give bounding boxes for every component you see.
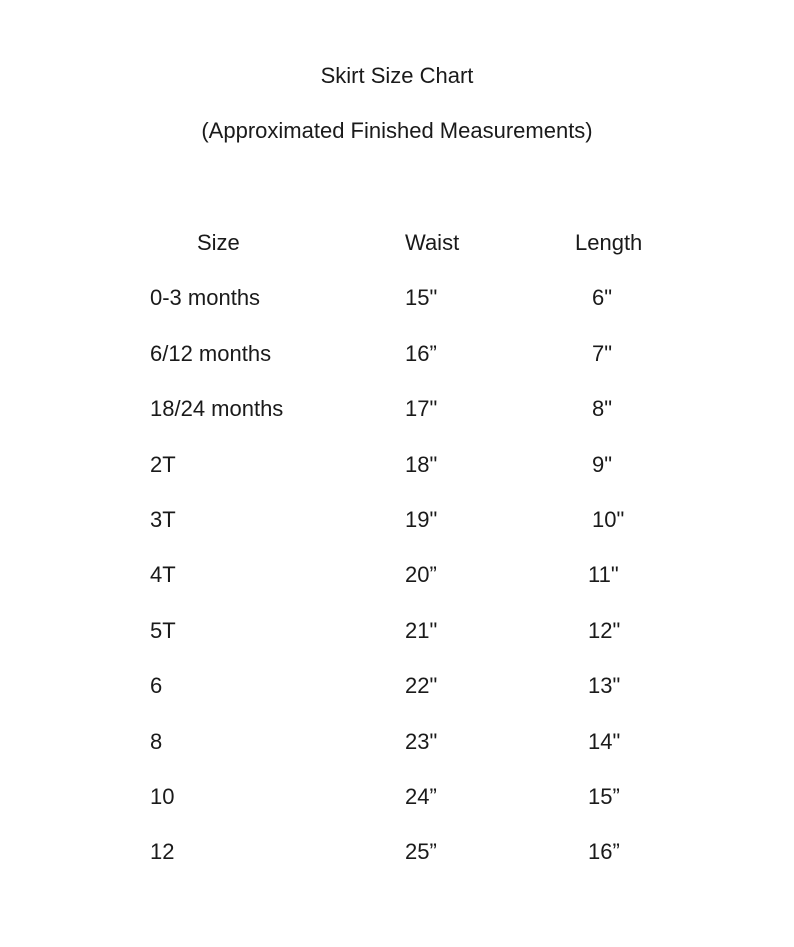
size-cell: 18/24 months xyxy=(150,396,284,422)
waist-cell: 24” xyxy=(405,783,437,809)
length-cell: 8" xyxy=(592,396,613,422)
length-cell: 7" xyxy=(592,340,613,366)
size-cell: 8 xyxy=(150,728,163,754)
length-cell: 15” xyxy=(588,783,620,809)
header-size: Size xyxy=(197,230,240,255)
table-row xyxy=(0,341,794,396)
size-cell: 0-3 months xyxy=(150,285,261,311)
header-length: Length xyxy=(575,230,643,255)
size-cell: 6 xyxy=(150,673,163,699)
waist-cell: 15" xyxy=(405,285,438,311)
length-cell: 12" xyxy=(588,617,621,643)
waist-cell: 18" xyxy=(405,451,438,477)
chart-subtitle: (Approximated Finished Measurements) xyxy=(201,118,593,143)
table-row xyxy=(0,729,794,784)
waist-cell: 19" xyxy=(405,506,438,532)
length-cell: 16” xyxy=(588,839,620,865)
table-row xyxy=(0,562,794,617)
table-row xyxy=(0,507,794,562)
table-row xyxy=(0,784,794,839)
waist-cell: 25” xyxy=(405,839,437,865)
length-cell: 10" xyxy=(592,506,625,532)
size-cell: 6/12 months xyxy=(150,340,272,366)
waist-cell: 23" xyxy=(405,728,438,754)
size-table xyxy=(0,230,794,895)
length-cell: 9" xyxy=(592,451,613,477)
waist-cell: 20” xyxy=(405,562,437,588)
length-cell: 6" xyxy=(592,285,613,311)
table-header-row xyxy=(0,230,794,285)
waist-cell: 17" xyxy=(405,396,438,422)
chart-title: Skirt Size Chart xyxy=(320,63,474,88)
waist-cell: 21" xyxy=(405,617,438,643)
table-row xyxy=(0,285,794,340)
table-row xyxy=(0,452,794,507)
waist-cell: 22" xyxy=(405,673,438,699)
header-waist: Waist xyxy=(405,230,460,255)
size-cell: 4T xyxy=(150,562,176,588)
size-cell: 10 xyxy=(150,783,175,809)
length-cell: 13" xyxy=(588,673,621,699)
size-cell: 2T xyxy=(150,451,176,477)
table-row xyxy=(0,618,794,673)
size-cell: 5T xyxy=(150,617,176,643)
waist-cell: 16” xyxy=(405,340,437,366)
length-cell: 14" xyxy=(588,728,621,754)
length-cell: 11" xyxy=(588,562,619,588)
size-cell: 12 xyxy=(150,839,175,865)
size-cell: 3T xyxy=(150,506,176,532)
table-row xyxy=(0,673,794,728)
table-row xyxy=(0,396,794,451)
table-row xyxy=(0,839,794,894)
